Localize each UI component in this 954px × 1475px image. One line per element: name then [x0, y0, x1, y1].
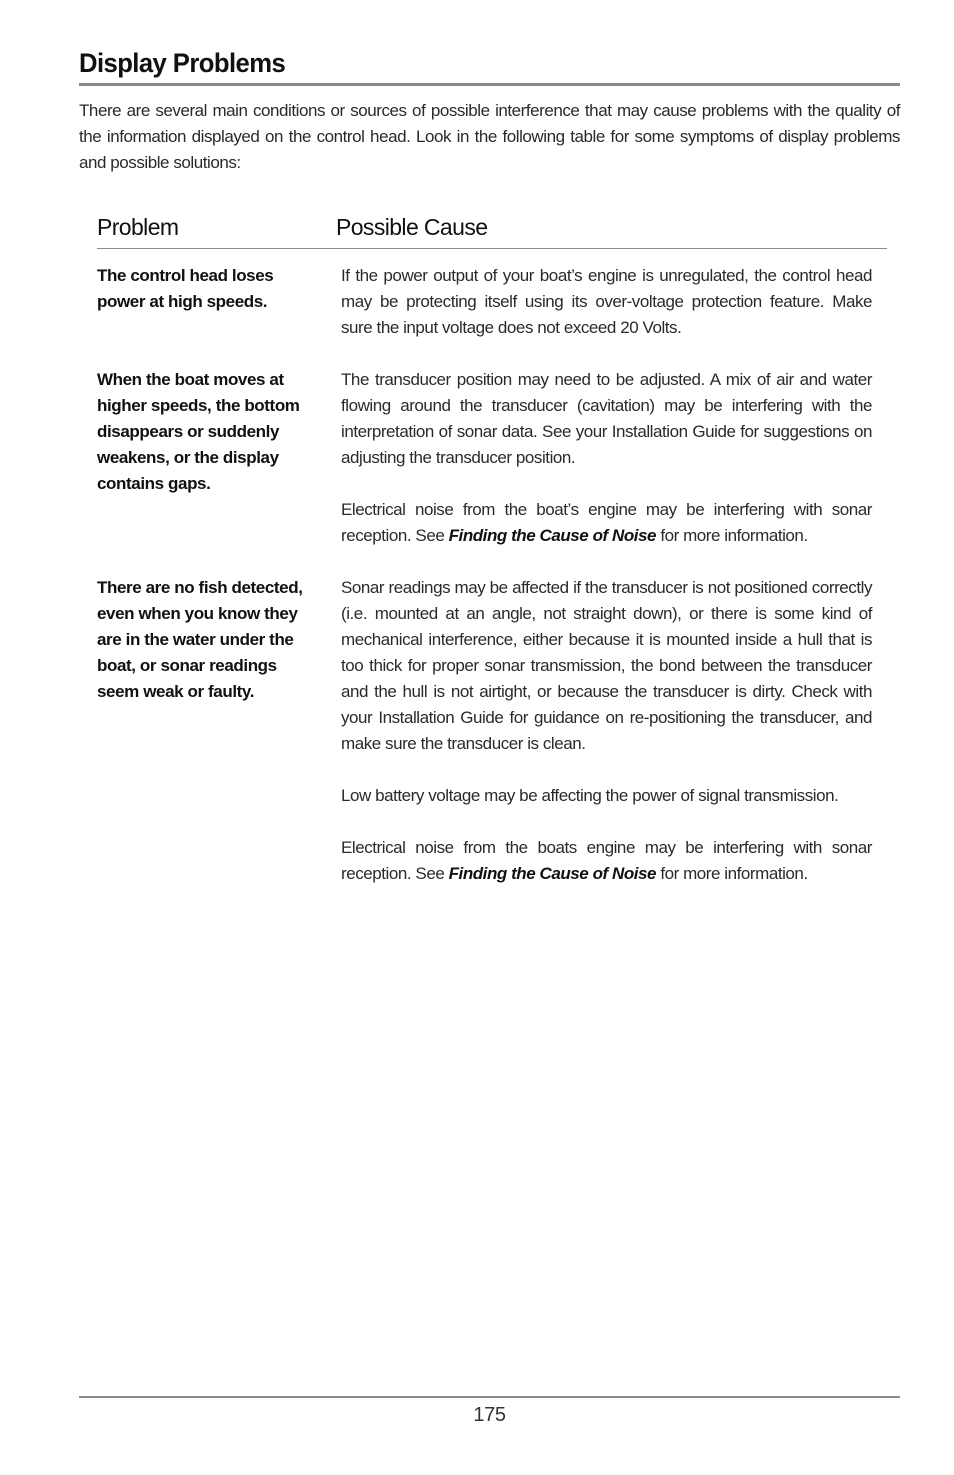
cause-text: Electrical noise from the boat’s engine may be interfering with sonar reception. See [341, 500, 872, 545]
cause-paragraph: Sonar readings may be affected if the transducer is not positioned correctly (i.e. mounted at an angle, not straight down), or there is some kind of mechanical interference, either because it is mounted inside a hull that is too thick for proper sonar transmission, the bond between the transducer and the hull is not airtight, or because the transducer is dirty. Check with your Installation Guide for guidance on re-positioning the transducer, and make sure the transducer is clean. [341, 578, 872, 753]
problem-text: When the boat moves at higher speeds, the bottom disappears or suddenly weakens, or the display contains gaps. [97, 370, 300, 493]
problem-text: The control head loses power at high speeds. [97, 266, 274, 311]
cause-cell [341, 367, 872, 549]
cause-text: Electrical noise from the boats engine may be interfering with sonar reception. See [341, 838, 872, 883]
problem-text: There are no fish detected, even when you know they are in the water under the boat, or sonar readings seem weak or faulty. [97, 578, 303, 701]
cross-reference-link[interactable]: Finding the Cause of Noise [448, 526, 657, 545]
cause-text: for more information. [656, 526, 808, 545]
troubleshooting-table [97, 214, 887, 913]
table-row [97, 263, 887, 341]
title-divider [79, 83, 900, 86]
cause-paragraph: Low battery voltage may be affecting the power of signal transmission. [341, 786, 839, 805]
page-title: Display Problems [79, 48, 286, 78]
table-header [97, 214, 887, 249]
column-header-possible-cause: Possible Cause [336, 214, 488, 240]
column-header-problem: Problem [97, 214, 179, 240]
cause-paragraph: If the power output of your boat’s engine is unregulated, the control head may be protecting itself using its over-voltage protection feature. Make sure the input voltage does not exceed 20 Volts. [341, 266, 872, 337]
table-row [97, 575, 887, 887]
table-row [97, 367, 887, 549]
cause-paragraph: The transducer position may need to be adjusted. A mix of air and water flowing around the transducer (cavitation) may be interfering with the interpretation of sonar data. See your Installation Guide for suggestions on adjusting the transducer position. [341, 370, 872, 467]
cause-cell [341, 263, 872, 341]
footer-divider [79, 1396, 900, 1398]
intro-paragraph: There are several main conditions or sources of possible interference that may cause problems with the quality of the information displayed on the control head. Look in the following table for some symptoms of display problems and possible solutions: [79, 101, 900, 172]
cause-text: for more information. [656, 864, 808, 883]
cause-paragraph [341, 835, 872, 887]
cause-paragraph [341, 497, 872, 549]
cross-reference-link[interactable]: Finding the Cause of Noise [448, 864, 657, 883]
cause-cell [341, 575, 872, 887]
page-number: 175 [473, 1404, 506, 1426]
